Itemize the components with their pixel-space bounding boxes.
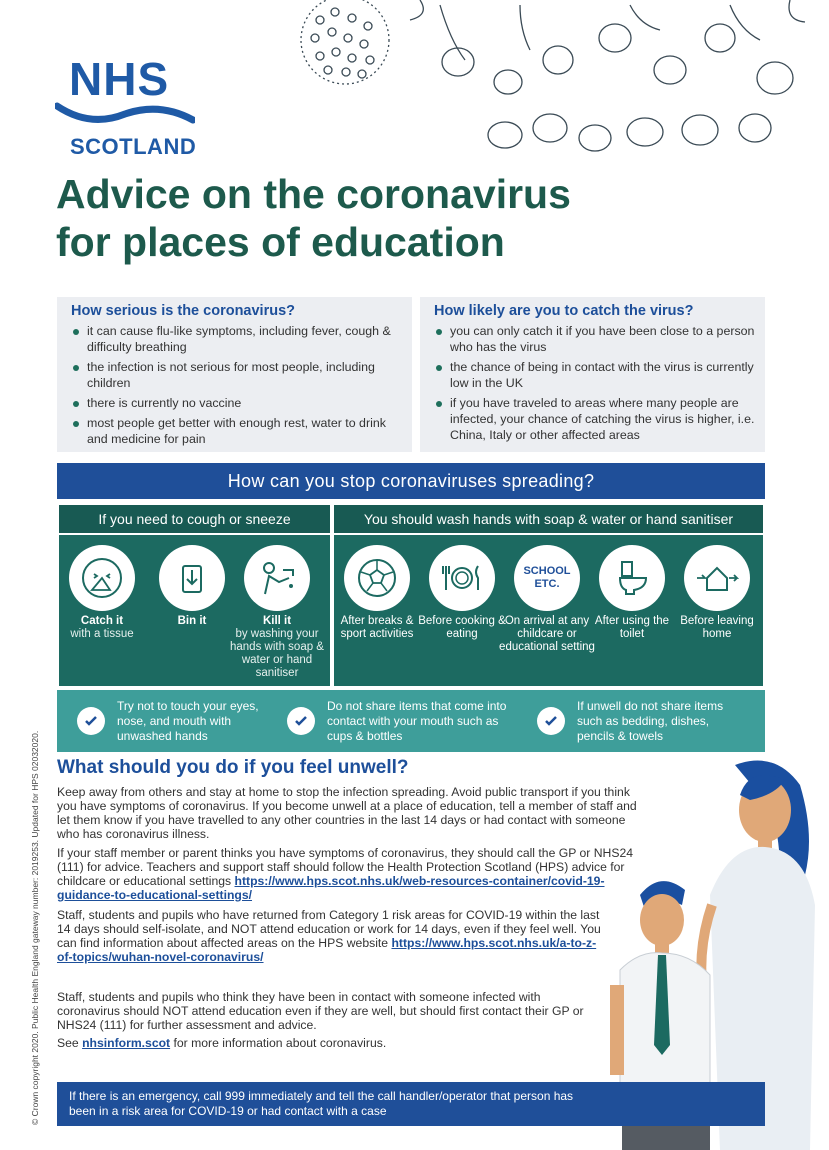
unwell-paragraph-2: If your staff member or parent thinks you have symptoms of coronavirus, they should call the GP or NHS24 (111) for advice. Teachers and support staff should follow the Health Protection Scotland (HPS) advice for childcare or educational settings https://www.hps.scot.nhs.uk/web-resources-container/covid-19-guidance-to-educational-settings/ xyxy=(57,846,634,902)
check-icon xyxy=(287,707,315,735)
wash-heading: You should wash hands with soap & water or hand sanitiser xyxy=(334,505,763,535)
school-icon xyxy=(514,545,580,611)
tip-text: Try not to touch your eyes, nose, and mouth with unwashed hands xyxy=(117,698,259,743)
hps-coronavirus-link[interactable]: https://www.hps.scot.nhs.uk/a-to-z-of-topics/wuhan-novel-coronavirus/ xyxy=(57,936,597,964)
toilet-icon xyxy=(599,545,665,611)
serious-panel xyxy=(57,297,412,452)
tip-text: Do not share items that come into contact with your mouth such as cups & bottles xyxy=(327,698,507,743)
nhsinform-link[interactable]: nhsinform.scot xyxy=(82,1036,171,1050)
tips-bar xyxy=(57,690,765,752)
title-line-2: for places of education xyxy=(56,219,505,265)
likely-list xyxy=(420,323,765,443)
unwell-heading: What should you do if you feel unwell? xyxy=(57,757,409,778)
catch-it-label: Catch it with a tissue xyxy=(70,615,134,640)
list-item: there is currently no vaccine xyxy=(71,395,402,411)
nhs-scotland-logo xyxy=(55,52,195,162)
list-item: the chance of being in contact with the virus is currently low in the UK xyxy=(434,359,755,391)
copyright-text: © Crown copyright 2020. Public Health England gateway number: 2019253. Updated for HPS 02032020. xyxy=(30,730,40,1125)
stop-spreading-heading: How can you stop coronaviruses spreading? xyxy=(57,463,765,499)
tip-item xyxy=(77,690,277,752)
tissue-icon xyxy=(69,545,135,611)
list-item: the infection is not serious for most people, including children xyxy=(71,359,402,391)
on-arrival-label: On arrival at any childcare or educational setting xyxy=(499,615,595,653)
football-icon xyxy=(344,545,410,611)
bin-icon xyxy=(159,545,225,611)
check-icon xyxy=(77,707,105,735)
tip-item xyxy=(537,690,747,752)
scotland-wordmark: SCOTLAND xyxy=(70,134,197,159)
virus-illustration xyxy=(290,0,820,160)
hps-education-link[interactable]: https://www.hps.scot.nhs.uk/web-resources-container/covid-19-guidance-to-educational-settings/ xyxy=(57,874,605,902)
tip-text: If unwell do not share items such as bedding, dishes, pencils & towels xyxy=(577,698,724,743)
nhs-wave-icon xyxy=(55,102,195,132)
home-icon xyxy=(684,545,750,611)
emergency-text: If there is an emergency, call 999 immediately and tell the call handler/operator that person has been in a risk area for COVID-19 or had contact with a case xyxy=(69,1089,574,1118)
before-cooking-label: Before cooking & eating xyxy=(418,615,506,640)
before-leaving-label: Before leaving home xyxy=(680,615,754,640)
list-item: it can cause flu-like symptoms, including fever, cough & difficulty breathing xyxy=(71,323,402,355)
cough-heading: If you need to cough or sneeze xyxy=(59,505,330,535)
title-line-1: Advice on the coronavirus xyxy=(56,171,571,217)
wash-panel xyxy=(332,503,765,688)
list-item: you can only catch it if you have been close to a person who has the virus xyxy=(434,323,755,355)
list-item: most people get better with enough rest, water to drink and medicine for pain xyxy=(71,415,402,447)
school-badge: SCHOOL ETC. xyxy=(523,565,571,590)
likely-heading: How likely are you to catch the virus? xyxy=(434,303,694,319)
after-breaks-label: After breaks & sport activities xyxy=(340,615,414,640)
serious-heading: How serious is the coronavirus? xyxy=(71,303,295,319)
plate-icon xyxy=(429,545,495,611)
nhs-wordmark: NHS xyxy=(69,53,170,105)
unwell-paragraph-3: Staff, students and pupils who have returned from Category 1 risk areas for COVID-19 within the last 14 days should self-isolate, and NOT attend education or work for 14 days, even if they feel well. You can find information about affected areas on the HPS website https://www.hps.scot.nhs.uk/a-to-z-of-topics/wuhan-novel-coronavirus/ xyxy=(57,908,601,964)
page-title xyxy=(56,170,756,266)
tip-item xyxy=(287,690,517,752)
kill-it-label: Kill it by washing your hands with soap & water or hand sanitiser xyxy=(230,615,324,679)
handwash-icon xyxy=(244,545,310,611)
unwell-paragraph-1: Keep away from others and stay at home to stop the infection spreading. Avoid public transport if you think you have symptoms of coronavirus. If you become unwell at a place of education, tell a member of staff and let them know if you have travelled to any other countries in the last 14 days or had contact with someone who has coronavirus illness. xyxy=(57,785,637,841)
emergency-banner xyxy=(57,1082,765,1126)
list-item: if you have traveled to areas where many people are infected, your chance of catching the virus is higher, i.e. China, Italy or other affected areas xyxy=(434,395,755,443)
unwell-paragraph-5: See nhsinform.scot for more information about coronavirus. xyxy=(57,1036,387,1050)
cough-panel xyxy=(57,503,332,688)
after-toilet-label: After using the toilet xyxy=(594,615,670,640)
likely-panel xyxy=(420,297,765,452)
unwell-paragraph-4: Staff, students and pupils who think they have been in contact with someone infected with coronavirus should NOT attend education even if they are well, but should first contact their GP or NHS24 (111) for further assessment and advice. xyxy=(57,990,584,1032)
serious-list xyxy=(57,323,412,447)
bin-it-label: Bin it xyxy=(177,615,207,627)
check-icon xyxy=(537,707,565,735)
